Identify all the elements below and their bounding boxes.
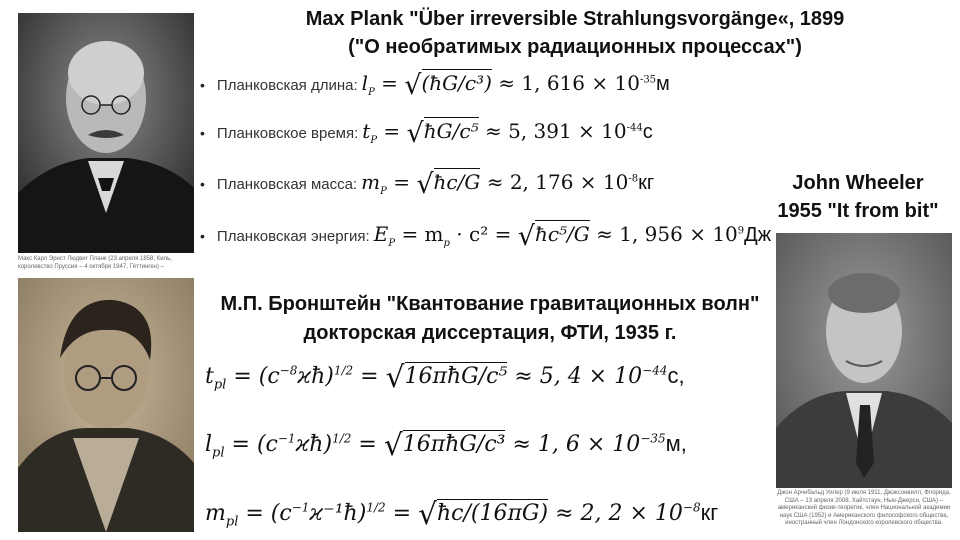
planck-portrait-image [18, 13, 194, 253]
planck-units-list [200, 62, 780, 262]
bronstein-portrait [18, 278, 194, 532]
bullet-icon: • [200, 77, 205, 93]
bronstein-title-line2: докторская диссертация, ФТИ, 1935 г. [303, 322, 677, 344]
bronstein-length-formula: $l_{pl}$ = $(c^{-1}ϰħ)^{1/2}$ = √16πħG/c³ ≈ 1, $6 \times 10^{-35}м$, [205, 428, 687, 463]
wheeler-portrait-image [776, 233, 952, 488]
planck-length-label: Планковская длина: [216, 76, 358, 94]
header-title-line2: ("О необратимых радиационных процессах") [348, 36, 802, 58]
planck-energy-formula: $E_P = m_p \cdot c^2$ = √ħc⁵/G ≈ 1, $956 \times 10^9Дж$ [373, 221, 772, 252]
bullet-icon: • [200, 176, 205, 192]
wheeler-subtitle: 1955 "It from bit" [777, 200, 939, 222]
planck-length-formula: $l_P$ = √(ħG/c³) ≈ 1, $616 \times 10^{-35}м$ [361, 70, 670, 101]
planck-caption: Макс Карл Эрнст Людвиг Планк (23 апреля 1858, Киль, королевство Пруссия – 4 октября 1947, Гёттинген) – [18, 256, 172, 270]
wheeler-portrait [776, 233, 952, 488]
planck-time-row [200, 108, 780, 158]
planck-time-label: Планковское время: [216, 124, 359, 142]
planck-energy-label: Планковская энергия: [216, 227, 370, 245]
planck-energy-row [200, 210, 780, 262]
bronstein-title-line1: М.П. Бронштейн "Квантование гравитационных волн" [220, 293, 760, 315]
planck-mass-label: Планковская масса: [216, 175, 358, 193]
bullet-icon: • [200, 125, 205, 141]
bullet-icon: • [200, 228, 205, 244]
planck-mass-formula: $m_P$ = √ħc/G ≈ 2, $176 \times 10^{-8}кг$ [361, 169, 655, 200]
planck-time-formula: $t_P$ = √ħG/c⁵ ≈ 5, $391 \times 10^{-44}с$ [362, 118, 653, 149]
bronstein-time-formula: $t_{pl}$ = $(c^{-8}ϰħ)^{1/2}$ = √16πħG/c⁵ ≈ 5, $4 \times 10^{-44}с$, [205, 360, 685, 395]
wheeler-name: John Wheeler [792, 172, 924, 194]
wheeler-caption: Джон Арчибальд Уилер (9 июля 1911, Джэксонвилл, Флорида, США – 13 апреля 2008, Хайтстаун, Нью-Джерси, США) – американский физик-теоретик, член Национальной академии наук США (1952) и Американского философского общества, иностранный член Лондонского королевского общества. [777, 490, 951, 526]
planck-length-row [200, 62, 780, 108]
planck-mass-row [200, 158, 780, 210]
header-title-line1: Max Plank "Über irreversible Strahlungsvorgänge«, 1899 [305, 8, 845, 30]
planck-portrait [18, 13, 194, 253]
bronstein-mass-formula: $m_{pl}$ = $(c^{-1}ϰ^{-1}ħ)^{1/2}$ = √ħc/(16πG) ≈ 2, $2 \times 10^{-8}кг$ [205, 497, 719, 532]
bronstein-portrait-image [18, 278, 194, 532]
